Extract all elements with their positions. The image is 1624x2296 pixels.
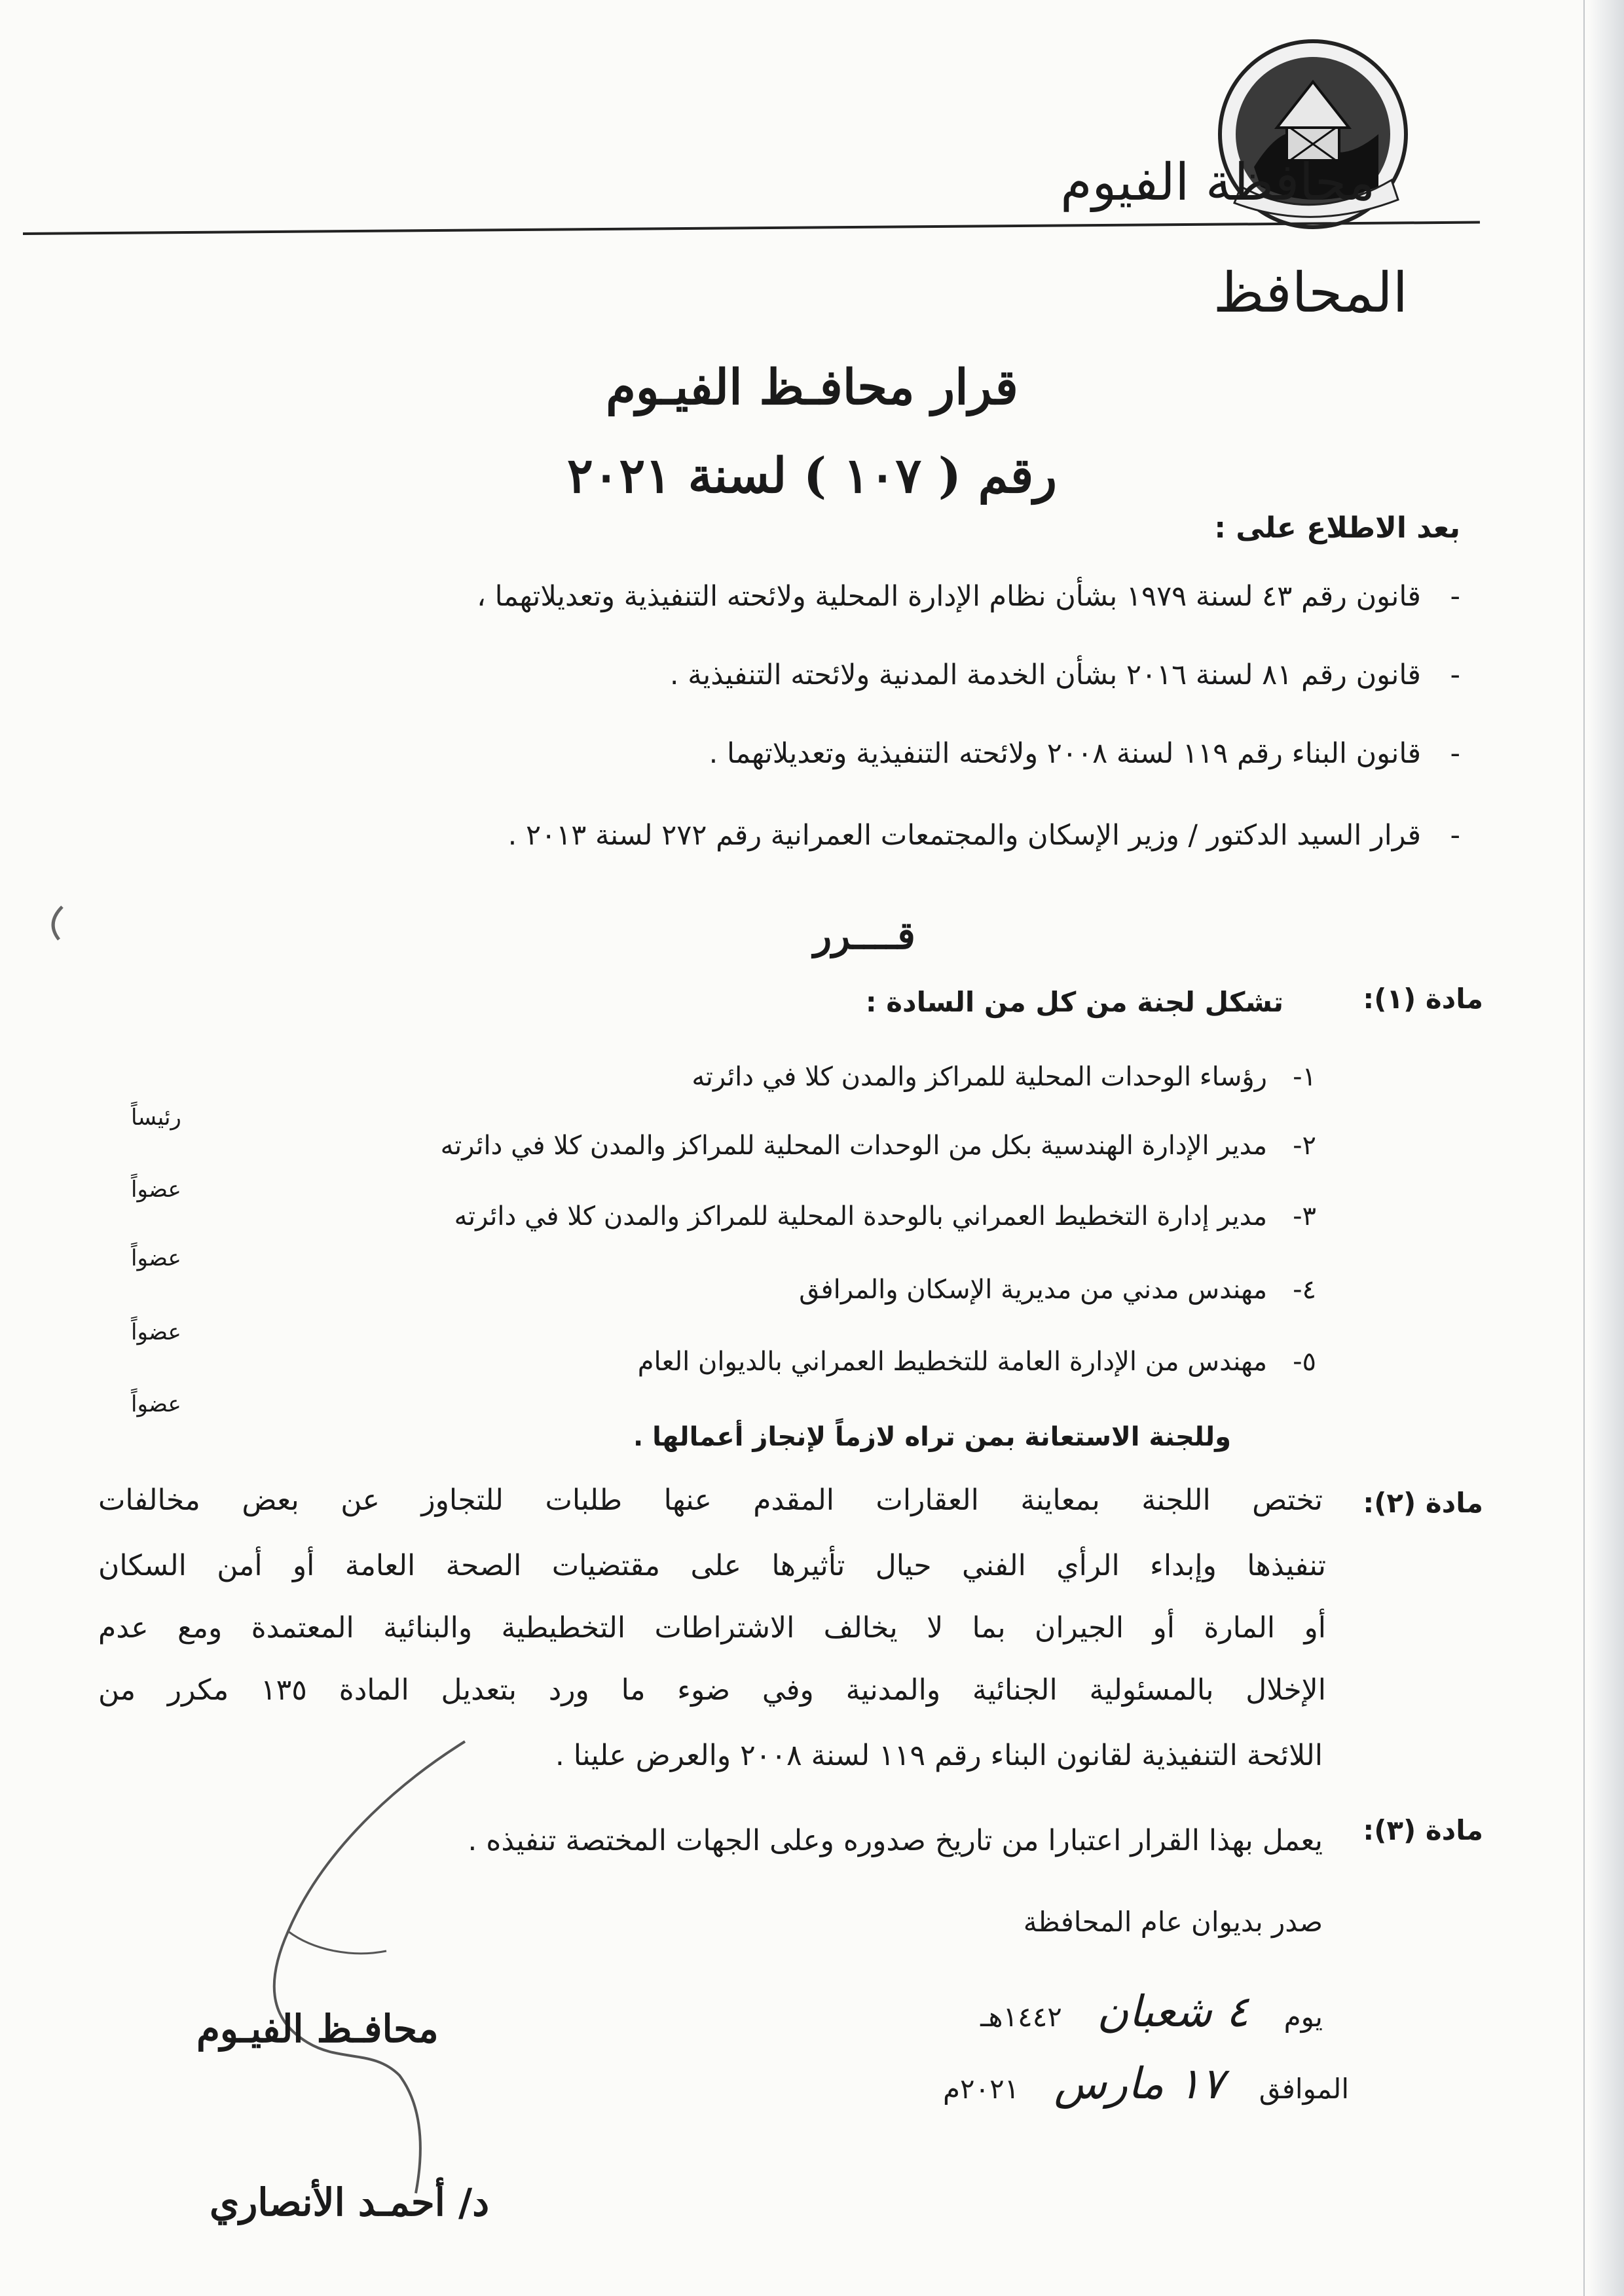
scan-edge-line [1583, 0, 1585, 2296]
committee-member [692, 1062, 1316, 1092]
bullet-dash: - [1450, 819, 1460, 852]
member-number: ٤- [1293, 1275, 1316, 1305]
member-text: مدير إدارة التخطيط العمراني بالوحدة المحلية للمراكز والمدن كلا في دائرته [454, 1201, 1267, 1231]
decided-heading: قــــرر [813, 913, 915, 958]
bullet-dash: - [1450, 659, 1460, 691]
hijri-day-handwritten: ٤ شعبان [1097, 1986, 1249, 2037]
member-role: عضواً [131, 1176, 181, 1203]
article-2-label: مادة (٢): [1363, 1487, 1483, 1519]
greg-year: ٢٠٢١م [943, 2073, 1020, 2105]
member-role: عضواً [131, 1391, 181, 1417]
article-3-label: مادة (٣): [1363, 1814, 1483, 1846]
greg-label: الموافق [1259, 2073, 1349, 2105]
governorate-name: محافظة الفيوم [1060, 153, 1375, 212]
preamble-item-text: قانون رقم ٤٣ لسنة ١٩٧٩ بشأن نظام الإدارة المحلية ولائحته التنفيذية وتعديلاتهما ، [477, 580, 1421, 613]
member-text: مهندس من الإدارة العامة للتخطيط العمراني بالديوان العام [637, 1347, 1267, 1377]
member-number: ١- [1293, 1062, 1316, 1092]
article-3-text: يعمل بهذا القرار اعتبارا من تاريخ صدوره وعلى الجهات المختصة تنفيذه . [468, 1824, 1323, 1857]
issued-at: صدر بديوان عام المحافظة [1023, 1906, 1323, 1938]
committee-member [440, 1131, 1316, 1161]
decree-number: رقم ( ١٠٧ ) لسنة ٢٠٢١ [566, 448, 1057, 504]
article-2-line: تنفيذها وإبداء الرأي الفني حيال تأثيرها على مقتضيات الصحة العامة أو أمن السكان [98, 1549, 1326, 1582]
preamble-item-text: قرار السيد الدكتور / وزير الإسكان والمجتمعات العمرانية رقم ٢٧٢ لسنة ٢٠١٣ . [507, 819, 1421, 852]
day-label: يوم [1283, 2001, 1323, 2033]
gregorian-date [943, 2058, 1349, 2109]
committee-member [454, 1201, 1316, 1231]
member-text: مهندس مدني من مديرية الإسكان والمرافق [799, 1275, 1267, 1305]
decree-title: قرار محافـظ الفيـوم [606, 359, 1018, 416]
committee-assistance: وللجنة الاستعانة بمن تراه لازماً لإنجاز أعمالها . [633, 1422, 1231, 1452]
preamble-item [477, 580, 1460, 613]
hijri-date [980, 1986, 1323, 2037]
preamble-heading: بعد الاطلاع على : [1214, 511, 1460, 545]
signatory-name: د/ أحمـد الأنصاري [210, 2180, 490, 2225]
article-2-line: اللائحة التنفيذية لقانون البناء رقم ١١٩ لسنة ٢٠٠٨ والعرض علينا . [555, 1739, 1323, 1772]
article-1-lead: تشكل لجنة من كل من السادة : [865, 986, 1283, 1018]
member-number: ٣- [1293, 1201, 1316, 1231]
greg-day-handwritten: ١٧ مارس [1054, 2058, 1225, 2109]
signatory-title: محافـظ الفيـوم [196, 2007, 439, 2051]
preamble-item [507, 819, 1460, 852]
member-number: ٥- [1293, 1347, 1316, 1377]
preamble-item-text: قانون رقم ٨١ لسنة ٢٠١٦ بشأن الخدمة المدنية ولائحته التنفيذية . [669, 659, 1421, 691]
member-text: رؤساء الوحدات المحلية للمراكز والمدن كلا في دائرته [692, 1062, 1267, 1092]
bullet-dash: - [1450, 737, 1460, 770]
member-role: عضواً [131, 1319, 181, 1345]
article-1-label: مادة (١): [1363, 983, 1483, 1015]
scan-edge-shadow [1588, 0, 1624, 2296]
hijri-year: ١٤٤٢هـ [980, 2001, 1062, 2033]
member-role: رئيساً [131, 1104, 181, 1131]
article-2-line: الإخلال بالمسئولية الجنائية والمدنية وفي ضوء ما ورد بتعديل المادة ١٣٥ مكرر من [98, 1673, 1326, 1707]
office-title: المحافظ [1213, 261, 1408, 325]
preamble-item-text: قانون البناء رقم ١١٩ لسنة ٢٠٠٨ ولائحته التنفيذية وتعديلاتهما . [709, 737, 1421, 770]
article-2-line: تختص اللجنة بمعاينة العقارات المقدم عنها طلبات للتجاوز عن بعض مخالفات [98, 1484, 1323, 1517]
bullet-dash: - [1450, 580, 1460, 613]
member-role: عضواً [131, 1245, 181, 1271]
committee-member [637, 1347, 1316, 1377]
preamble-item [669, 659, 1460, 691]
handwritten-signature [249, 1735, 498, 2206]
member-number: ٢- [1293, 1131, 1316, 1161]
member-text: مدير الإدارة الهندسية بكل من الوحدات المحلية للمراكز والمدن كلا في دائرته [440, 1131, 1267, 1161]
committee-member [799, 1275, 1316, 1305]
article-2-line: أو المارة أو الجيران بما لا يخالف الاشتراطات التخطيطية والبنائية المعتمدة ومع عدم [98, 1611, 1326, 1645]
preamble-item [709, 737, 1460, 770]
